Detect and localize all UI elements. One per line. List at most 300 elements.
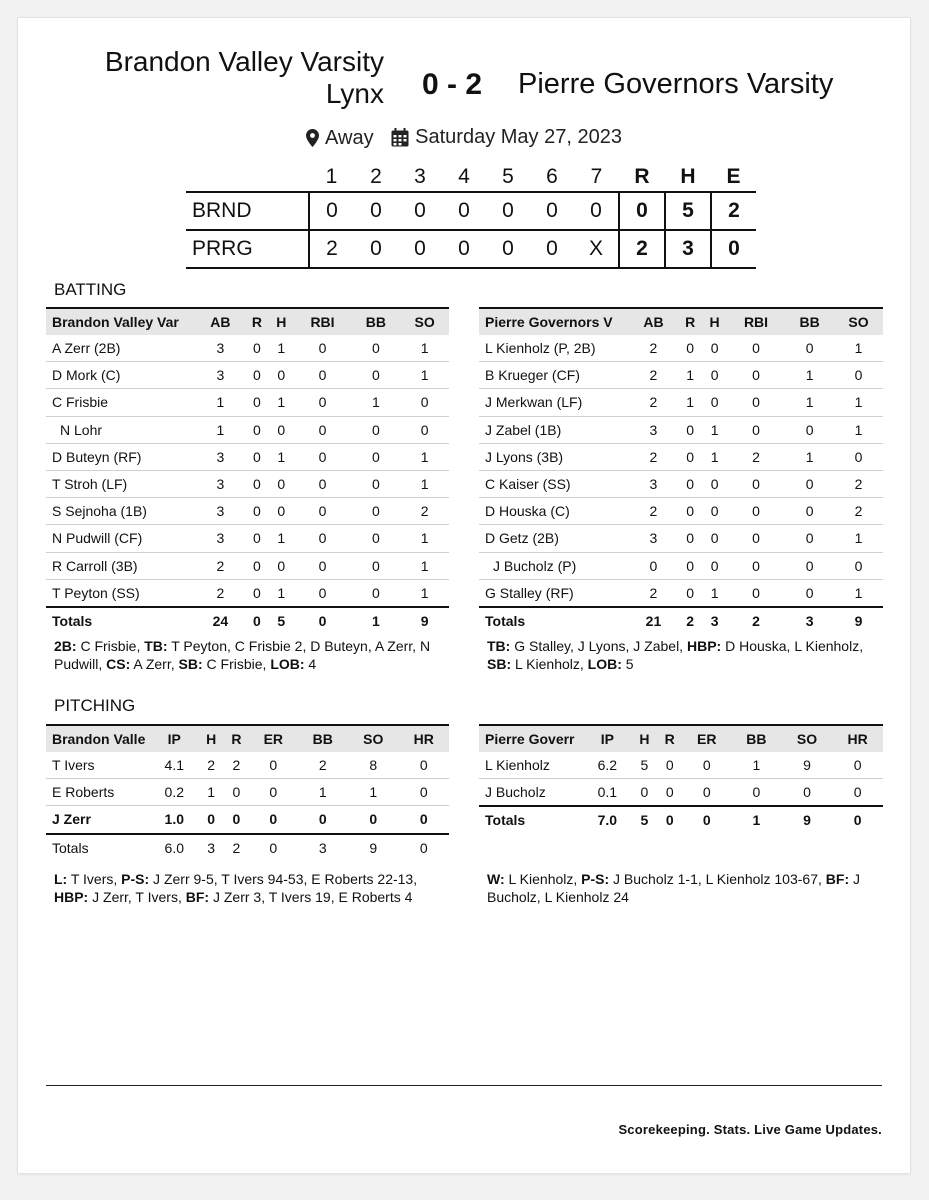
stat-cell: 2 — [629, 498, 678, 525]
player-name: J Lyons (3B) — [479, 443, 629, 470]
column-header: RBI — [310, 314, 335, 330]
column-header: HR — [413, 731, 434, 747]
stat-cell: 0 — [678, 498, 702, 525]
stat-cell: 0 — [298, 806, 348, 834]
pitching-section-label: PITCHING — [54, 696, 136, 715]
stat-cell: 21 — [629, 607, 678, 634]
stat-cell: 2 — [629, 335, 678, 362]
final-score: 0 - 2 — [421, 68, 483, 101]
hits-total: 3 — [665, 230, 711, 268]
stat-cell: 0 — [249, 806, 298, 834]
stat-cell: 1 — [785, 362, 834, 389]
column-header: IP — [600, 731, 614, 747]
stat-cell: 0 — [727, 362, 785, 389]
batting-notes-home — [54, 637, 434, 673]
stat-cell: 0 — [678, 470, 702, 497]
note-value: G Stalley, J Lyons, J Zabel, — [510, 638, 687, 654]
player-name: C Frisbie — [46, 389, 196, 416]
stat-cell: 0 — [782, 779, 833, 807]
stat-cell: 3 — [196, 525, 245, 552]
stat-cell: 1 — [731, 752, 782, 779]
date-info — [391, 126, 622, 149]
column-header: H — [276, 314, 287, 330]
stat-cell: 0 — [293, 498, 351, 525]
stat-cell: 0 — [632, 779, 657, 807]
note-key: L: — [54, 871, 68, 887]
column-header: SO — [414, 314, 435, 330]
stat-cell: 1 — [269, 335, 293, 362]
stat-cell: 0 — [245, 362, 269, 389]
stat-cell: 1 — [834, 525, 883, 552]
player-row — [46, 579, 449, 607]
column-header: AB — [210, 314, 231, 330]
stat-cell: 0 — [727, 335, 785, 362]
note-key: W: — [487, 871, 505, 887]
stat-cell: 1 — [678, 389, 702, 416]
player-row — [46, 470, 449, 497]
stat-cell: 1 — [400, 525, 449, 552]
stat-cell: 0 — [245, 498, 269, 525]
stat-cell: 0 — [832, 752, 883, 779]
player-row — [46, 552, 449, 579]
stat-cell: 0 — [678, 525, 702, 552]
stat-cell: 1 — [702, 416, 726, 443]
hits-header: H — [680, 165, 696, 188]
team-column-header: Pierre Governors V — [485, 314, 613, 330]
stat-cell: 0 — [702, 389, 726, 416]
player-row — [479, 470, 883, 497]
player-row — [46, 525, 449, 552]
stat-cell: 0.1 — [583, 779, 632, 807]
stat-cell: 5 — [632, 806, 657, 833]
inning-score: 0 — [414, 237, 426, 260]
stat-cell: 0 — [245, 607, 269, 634]
player-name: L Kienholz (P, 2B) — [479, 335, 629, 362]
inning-header: 1 — [325, 165, 338, 188]
player-row — [479, 335, 883, 362]
note-value: C Frisbie, — [202, 656, 271, 672]
player-row — [479, 579, 883, 607]
stat-cell: 0 — [399, 779, 450, 806]
column-header: SO — [848, 314, 869, 330]
stat-cell: 4.1 — [150, 752, 199, 779]
stat-cell: 0 — [657, 779, 682, 807]
stat-cell: 0 — [785, 416, 834, 443]
stat-cell: 0 — [245, 552, 269, 579]
stat-cell: 9 — [782, 806, 833, 833]
stat-cell: 3 — [207, 839, 216, 856]
stat-cell: 9 — [400, 607, 449, 634]
stat-cell: 0 — [400, 389, 449, 416]
player-name: J Zerr — [46, 806, 150, 834]
player-name: E Roberts — [46, 779, 150, 806]
player-row — [46, 362, 449, 389]
column-header: H — [206, 731, 217, 747]
stat-cell: 1 — [269, 389, 293, 416]
stat-cell: 0 — [293, 470, 351, 497]
stat-cell: 0 — [348, 806, 398, 834]
stat-cell: 0 — [727, 498, 785, 525]
player-row — [46, 806, 449, 834]
stat-cell: 0 — [727, 552, 785, 579]
stat-cell: 0 — [352, 579, 401, 607]
player-row — [46, 335, 449, 362]
stat-cell: 0 — [352, 416, 401, 443]
column-header: IP — [167, 731, 181, 747]
stat-cell: 1 — [834, 579, 883, 607]
footer-tagline: Scorekeeping. Stats. Live Game Updates. — [618, 1122, 882, 1137]
column-header: H — [709, 314, 720, 330]
stat-cell: 1 — [400, 335, 449, 362]
stat-cell: 0 — [834, 362, 883, 389]
stat-cell: 0 — [293, 552, 351, 579]
stat-cell: 0 — [245, 443, 269, 470]
note-key: HBP: — [54, 889, 89, 905]
hits-total: 5 — [665, 192, 711, 230]
note-value: J Zerr, T Ivers, — [88, 889, 186, 905]
column-header: BB — [312, 731, 333, 747]
inning-score: X — [588, 237, 603, 260]
stat-cell: 0 — [245, 470, 269, 497]
linescore-row-away — [186, 230, 756, 268]
player-row — [479, 389, 883, 416]
stat-cell: 0 — [293, 362, 351, 389]
note-key: HBP: — [686, 638, 722, 654]
player-name: D Getz (2B) — [479, 525, 629, 552]
inning-score: 0 — [502, 199, 514, 222]
stat-cell: 0 — [400, 416, 449, 443]
stat-cell: 3 — [196, 335, 245, 362]
stat-cell: 1 — [400, 362, 449, 389]
note-key: BF: — [825, 871, 850, 887]
player-name: D Mork (C) — [46, 362, 196, 389]
inning-header: 5 — [502, 165, 514, 188]
date-text: Saturday May 27, 2023 — [415, 126, 622, 148]
player-name: T Stroh (LF) — [46, 470, 196, 497]
home-team-name — [18, 46, 384, 110]
inning-score: 0 — [590, 199, 602, 222]
note-value: T Ivers, — [67, 871, 122, 887]
column-header: R — [231, 731, 242, 747]
player-row — [479, 498, 883, 525]
batting-section-label: BATTING — [54, 280, 127, 299]
stat-cell: 0 — [269, 362, 293, 389]
stat-cell: 0 — [682, 752, 731, 779]
stat-cell: 0 — [731, 779, 782, 807]
stat-cell: 0 — [702, 470, 726, 497]
player-name: T Ivers — [46, 752, 150, 779]
stat-cell: 0 — [293, 335, 351, 362]
inning-score: 2 — [309, 230, 354, 268]
note-key: CS: — [106, 656, 131, 672]
column-header: R — [664, 731, 675, 747]
stat-cell: 0 — [785, 498, 834, 525]
inning-score: 0 — [458, 199, 470, 222]
batting-totals-row — [479, 607, 883, 634]
team-abbrev: PRRG — [192, 237, 253, 260]
pitching-table-away — [479, 724, 883, 834]
stat-cell: 0 — [245, 416, 269, 443]
pitching-notes-away — [487, 870, 867, 906]
stat-cell: 0 — [832, 806, 883, 833]
column-header: R — [685, 314, 696, 330]
stat-cell: 1 — [352, 607, 401, 634]
stat-cell: 1 — [400, 579, 449, 607]
linescore-row-home — [186, 192, 756, 230]
column-header: BB — [799, 314, 820, 330]
pitching-notes-home — [54, 870, 434, 906]
stat-cell: 0 — [245, 579, 269, 607]
stat-cell: 0 — [702, 335, 726, 362]
pitching-table-home — [46, 724, 449, 861]
errors-total: 0 — [711, 230, 756, 268]
stat-cell: 7.0 — [583, 806, 632, 833]
note-key: LOB: — [270, 656, 305, 672]
player-row — [479, 362, 883, 389]
player-name: A Zerr (2B) — [46, 335, 196, 362]
player-row — [46, 498, 449, 525]
player-name: T Peyton (SS) — [46, 579, 196, 607]
stat-cell: 3 — [702, 607, 726, 634]
linescore-table — [186, 163, 756, 269]
location-text: Away — [325, 126, 374, 149]
stat-cell: 3 — [196, 470, 245, 497]
player-row — [479, 779, 883, 807]
batting-table-away — [479, 307, 883, 634]
inning-score: 0 — [370, 199, 382, 222]
stat-cell: 0 — [269, 470, 293, 497]
stat-cell: 24 — [196, 607, 245, 634]
note-key: BF: — [185, 889, 210, 905]
stat-cell: 2 — [196, 579, 245, 607]
player-name: Totals — [479, 806, 583, 833]
stat-cell: 0 — [245, 389, 269, 416]
stat-cell: 0 — [785, 470, 834, 497]
stat-cell: 1 — [834, 416, 883, 443]
player-name: L Kienholz — [479, 752, 583, 779]
home-team-name-line2: Lynx — [325, 78, 384, 109]
player-row — [46, 416, 449, 443]
player-name: G Stalley (RF) — [479, 579, 629, 607]
stat-cell: 2 — [199, 752, 224, 779]
stat-cell: 0 — [399, 752, 450, 779]
player-name: J Bucholz — [479, 779, 583, 807]
stat-cell: 0 — [682, 806, 731, 833]
stat-cell: 0 — [352, 525, 401, 552]
stat-cell: 0 — [399, 806, 450, 834]
stat-cell: 2 — [298, 752, 348, 779]
totals-row — [479, 806, 883, 833]
stat-cell: 9 — [782, 752, 833, 779]
inning-header: 4 — [458, 165, 470, 188]
stat-cell: 3 — [318, 839, 327, 856]
column-header: SO — [796, 731, 818, 747]
stat-cell: 0 — [269, 498, 293, 525]
stat-cell: 2 — [196, 552, 245, 579]
stat-cell: 0 — [727, 389, 785, 416]
note-value: J Zerr 3, T Ivers 19, E Roberts 4 — [209, 889, 413, 905]
stat-cell: 5 — [269, 607, 293, 634]
batting-totals-row — [46, 607, 449, 634]
stat-cell: 0 — [293, 607, 351, 634]
stat-cell: 5 — [632, 752, 657, 779]
column-header: BB — [365, 314, 387, 330]
stat-cell: 2 — [400, 498, 449, 525]
column-header: BB — [746, 731, 767, 747]
footer-divider — [46, 1085, 882, 1086]
note-value: 5 — [621, 656, 634, 672]
stat-cell: 0.2 — [150, 779, 199, 806]
stat-cell: 0 — [702, 498, 726, 525]
stat-cell: 0 — [727, 470, 785, 497]
stat-cell: 2 — [232, 839, 241, 856]
player-row — [479, 443, 883, 470]
note-value: D Houska, L Kienholz, — [721, 638, 867, 654]
stat-cell: 1 — [352, 389, 401, 416]
note-value: J Bucholz, L Kienholz 24 — [487, 871, 864, 905]
stat-cell: 1 — [348, 779, 398, 806]
inning-score: 0 — [502, 237, 514, 260]
stat-cell: 0 — [727, 525, 785, 552]
stat-cell: 0 — [657, 806, 682, 833]
stat-cell: 0 — [249, 752, 298, 779]
stat-cell: 0 — [293, 579, 351, 607]
stat-cell: 2 — [629, 443, 678, 470]
stat-cell: 0 — [702, 552, 726, 579]
stat-cell: 3 — [629, 416, 678, 443]
player-row — [46, 752, 449, 779]
calendar-icon — [391, 128, 409, 147]
stat-cell: 6.0 — [164, 839, 184, 856]
player-row — [479, 416, 883, 443]
totals-label: Totals — [46, 607, 196, 634]
stat-cell: 0 — [293, 389, 351, 416]
stat-cell: 2 — [727, 443, 785, 470]
stat-cell: 0 — [352, 335, 401, 362]
stat-cell: 2 — [727, 607, 785, 634]
stat-cell: 0 — [678, 552, 702, 579]
stat-cell: 1 — [834, 335, 883, 362]
team-column-header: Brandon Valle — [52, 731, 146, 747]
player-name: B Krueger (CF) — [479, 362, 629, 389]
runs-total: 0 — [619, 192, 665, 230]
column-header: R — [251, 314, 262, 330]
note-key: LOB: — [587, 656, 622, 672]
stat-cell: 0 — [682, 779, 731, 807]
stat-cell: 1 — [196, 416, 245, 443]
stat-cell: 0 — [832, 779, 883, 807]
stat-cell: 0 — [678, 579, 702, 607]
stat-cell: 0 — [702, 525, 726, 552]
batting-header-row — [479, 308, 883, 335]
stat-cell: 1 — [400, 552, 449, 579]
note-value: J Bucholz 1-1, L Kienholz 103-67, — [609, 871, 826, 887]
stat-cell: 0 — [678, 416, 702, 443]
stat-cell: 0 — [199, 806, 224, 834]
stat-cell: 1 — [199, 779, 224, 806]
map-pin-icon — [306, 129, 319, 147]
player-row — [479, 525, 883, 552]
column-header: H — [639, 731, 650, 747]
stat-cell: 2 — [834, 498, 883, 525]
stat-cell: 9 — [834, 607, 883, 634]
stat-cell: 0 — [785, 579, 834, 607]
stat-cell: 1 — [731, 806, 782, 833]
stat-cell: 3 — [196, 362, 245, 389]
stat-cell: 3 — [785, 607, 834, 634]
note-value: T Peyton, C Frisbie 2, D Buteyn, A Zerr, N Pudwill, — [54, 638, 434, 672]
note-key: P-S: — [121, 871, 150, 887]
column-header: RBI — [743, 314, 769, 330]
stat-cell: 2 — [629, 389, 678, 416]
stat-cell: 8 — [348, 752, 398, 779]
player-row — [479, 752, 883, 779]
stat-cell: 0 — [269, 839, 278, 856]
stat-cell: 1 — [269, 525, 293, 552]
inning-score: 0 — [414, 199, 426, 222]
player-row — [46, 389, 449, 416]
stat-cell: 1 — [196, 389, 245, 416]
stat-cell: 3 — [629, 470, 678, 497]
note-key: TB: — [487, 638, 511, 654]
stat-cell: 0 — [352, 362, 401, 389]
pitching-header-row — [46, 725, 449, 752]
stat-cell: 2 — [678, 607, 702, 634]
player-row — [46, 443, 449, 470]
inning-header: 7 — [590, 165, 603, 188]
linescore-header-row — [186, 163, 756, 192]
stat-cell: 0 — [727, 579, 785, 607]
stat-cell: 0 — [834, 552, 883, 579]
batting-header-row — [46, 308, 449, 335]
stat-cell: 0 — [419, 839, 428, 856]
note-key: TB: — [144, 638, 168, 654]
stat-cell: 0 — [224, 806, 249, 834]
stat-cell: 0 — [834, 443, 883, 470]
totals-label: Totals — [479, 607, 629, 634]
player-name: N Lohr — [46, 416, 196, 443]
batting-notes-away — [487, 637, 867, 673]
inning-score: 0 — [370, 237, 382, 260]
stat-cell: 0 — [352, 498, 401, 525]
stat-cell: 0 — [629, 552, 678, 579]
stat-cell: 1 — [834, 389, 883, 416]
note-value: C Frisbie, — [76, 638, 145, 654]
inning-score: 0 — [546, 237, 558, 260]
stat-cell: 0 — [245, 335, 269, 362]
note-value: L Kienholz, — [511, 656, 588, 672]
runs-total: 2 — [619, 230, 665, 268]
stat-cell: 6.2 — [583, 752, 632, 779]
away-team-name: Pierre Governors Varsity — [518, 68, 834, 100]
stat-cell: 1 — [298, 779, 348, 806]
batting-table-home — [46, 307, 449, 634]
player-name: S Sejnoha (1B) — [46, 498, 196, 525]
team-column-header: Brandon Valley Var — [52, 314, 179, 330]
stat-cell: 0 — [702, 362, 726, 389]
player-name: N Pudwill (CF) — [46, 525, 196, 552]
stat-cell: 1 — [269, 443, 293, 470]
inning-score: 0 — [546, 199, 558, 222]
scorebook-sheet — [18, 18, 910, 1173]
column-header: SO — [363, 731, 384, 747]
stat-cell: 0 — [678, 335, 702, 362]
stat-cell: 2 — [629, 362, 678, 389]
note-value: 4 — [304, 656, 317, 672]
player-name: D Buteyn (RF) — [46, 443, 196, 470]
team-abbrev: BRND — [192, 199, 252, 222]
stat-cell: 1 — [702, 579, 726, 607]
